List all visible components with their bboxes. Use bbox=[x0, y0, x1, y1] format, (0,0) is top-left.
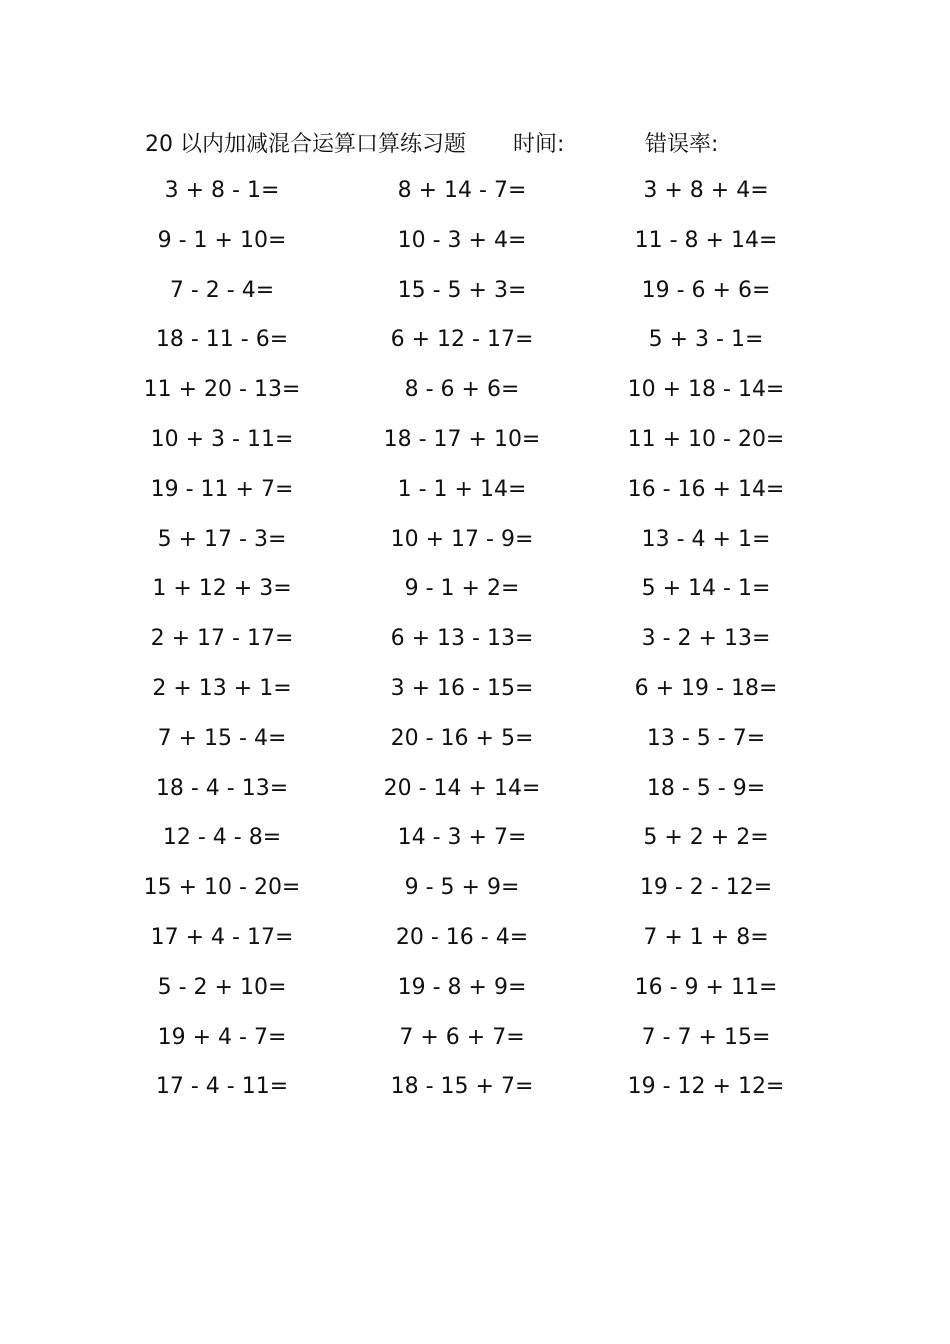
problem-row bbox=[0, 664, 950, 714]
math-problem: 5 + 2 + 2= bbox=[643, 825, 769, 851]
math-problem: 2 + 17 - 17= bbox=[150, 626, 294, 652]
problem-row bbox=[0, 166, 950, 216]
math-problem: 20 - 16 + 5= bbox=[390, 725, 534, 751]
math-problem: 3 + 8 + 4= bbox=[643, 178, 769, 203]
problem-row bbox=[0, 564, 950, 614]
math-problem: 9 - 1 + 10= bbox=[157, 227, 287, 253]
worksheet-title: 20 以内加减混合运算口算练习题 bbox=[145, 132, 466, 157]
math-problem: 9 - 1 + 2= bbox=[404, 576, 520, 602]
problem-row bbox=[0, 515, 950, 565]
math-problem: 18 - 4 - 13= bbox=[155, 775, 289, 801]
math-problem: 10 + 18 - 14= bbox=[627, 377, 785, 403]
time-label: 时间: bbox=[513, 132, 565, 157]
math-problem: 18 - 5 - 9= bbox=[646, 775, 766, 801]
math-problem: 6 + 19 - 18= bbox=[634, 675, 778, 701]
math-problem: 2 + 13 + 1= bbox=[152, 675, 292, 701]
problem-row bbox=[0, 614, 950, 664]
problem-row bbox=[0, 913, 950, 963]
math-problem: 6 + 13 - 13= bbox=[390, 626, 534, 652]
math-problem: 11 - 8 + 14= bbox=[634, 227, 778, 253]
problem-row bbox=[0, 216, 950, 266]
math-problem: 12 - 4 - 8= bbox=[162, 825, 282, 851]
math-problem: 10 + 17 - 9= bbox=[390, 526, 534, 552]
math-problem: 3 + 16 - 15= bbox=[390, 675, 534, 701]
math-problem: 1 - 1 + 14= bbox=[397, 476, 527, 502]
worksheet-header bbox=[0, 124, 950, 160]
math-problem: 15 + 10 - 20= bbox=[143, 875, 301, 901]
math-problem: 13 - 5 - 7= bbox=[646, 725, 766, 751]
problem-row bbox=[0, 266, 950, 316]
problem-row bbox=[0, 315, 950, 365]
problem-row bbox=[0, 963, 950, 1013]
math-problem: 10 + 3 - 11= bbox=[150, 426, 294, 452]
math-problem: 7 - 7 + 15= bbox=[641, 1024, 771, 1050]
math-problem: 1 + 12 + 3= bbox=[152, 576, 292, 602]
math-problem: 14 - 3 + 7= bbox=[397, 825, 527, 851]
math-problem: 11 + 10 - 20= bbox=[627, 426, 785, 452]
math-problem: 17 + 4 - 17= bbox=[150, 924, 294, 950]
math-problem: 15 - 5 + 3= bbox=[397, 277, 527, 303]
problem-grid bbox=[0, 166, 950, 1112]
problem-row bbox=[0, 714, 950, 764]
problem-row bbox=[0, 813, 950, 863]
math-problem: 8 + 14 - 7= bbox=[397, 178, 527, 203]
math-problem: 6 + 12 - 17= bbox=[390, 327, 534, 353]
problem-row bbox=[0, 764, 950, 814]
math-problem: 19 - 2 - 12= bbox=[639, 875, 773, 901]
math-problem: 7 + 1 + 8= bbox=[643, 924, 769, 950]
math-problem: 7 + 15 - 4= bbox=[157, 725, 287, 751]
math-problem: 18 - 11 - 6= bbox=[155, 327, 289, 353]
math-problem: 19 - 12 + 12= bbox=[627, 1074, 785, 1100]
math-problem: 10 - 3 + 4= bbox=[397, 227, 527, 253]
math-problem: 17 - 4 - 11= bbox=[155, 1074, 289, 1100]
math-problem: 19 - 8 + 9= bbox=[397, 974, 527, 1000]
math-problem: 7 - 2 - 4= bbox=[169, 277, 275, 303]
problem-row bbox=[0, 415, 950, 465]
math-problem: 13 - 4 + 1= bbox=[641, 526, 771, 552]
math-problem: 18 - 17 + 10= bbox=[383, 426, 541, 452]
problem-row bbox=[0, 465, 950, 515]
math-problem: 7 + 6 + 7= bbox=[399, 1024, 525, 1050]
problem-row bbox=[0, 863, 950, 913]
math-problem: 5 + 14 - 1= bbox=[641, 576, 771, 602]
problem-row bbox=[0, 365, 950, 415]
problem-row bbox=[0, 1062, 950, 1112]
math-problem: 5 + 3 - 1= bbox=[648, 327, 764, 353]
math-problem: 19 + 4 - 7= bbox=[157, 1024, 287, 1050]
math-problem: 19 - 11 + 7= bbox=[150, 476, 294, 502]
math-problem: 3 - 2 + 13= bbox=[641, 626, 771, 652]
math-problem: 8 - 6 + 6= bbox=[404, 377, 520, 403]
problem-row bbox=[0, 1013, 950, 1063]
math-problem: 9 - 5 + 9= bbox=[404, 875, 520, 901]
math-problem: 11 + 20 - 13= bbox=[143, 377, 301, 403]
math-problem: 5 - 2 + 10= bbox=[157, 974, 287, 1000]
math-problem: 5 + 17 - 3= bbox=[157, 526, 287, 552]
error-rate-label: 错误率: bbox=[645, 132, 719, 157]
math-problem: 20 - 16 - 4= bbox=[395, 924, 529, 950]
math-problem: 3 + 8 - 1= bbox=[164, 178, 280, 203]
math-problem: 16 - 16 + 14= bbox=[627, 476, 785, 502]
math-problem: 16 - 9 + 11= bbox=[634, 974, 778, 1000]
math-problem: 19 - 6 + 6= bbox=[641, 277, 771, 303]
math-problem: 18 - 15 + 7= bbox=[390, 1074, 534, 1100]
math-problem: 20 - 14 + 14= bbox=[383, 775, 541, 801]
